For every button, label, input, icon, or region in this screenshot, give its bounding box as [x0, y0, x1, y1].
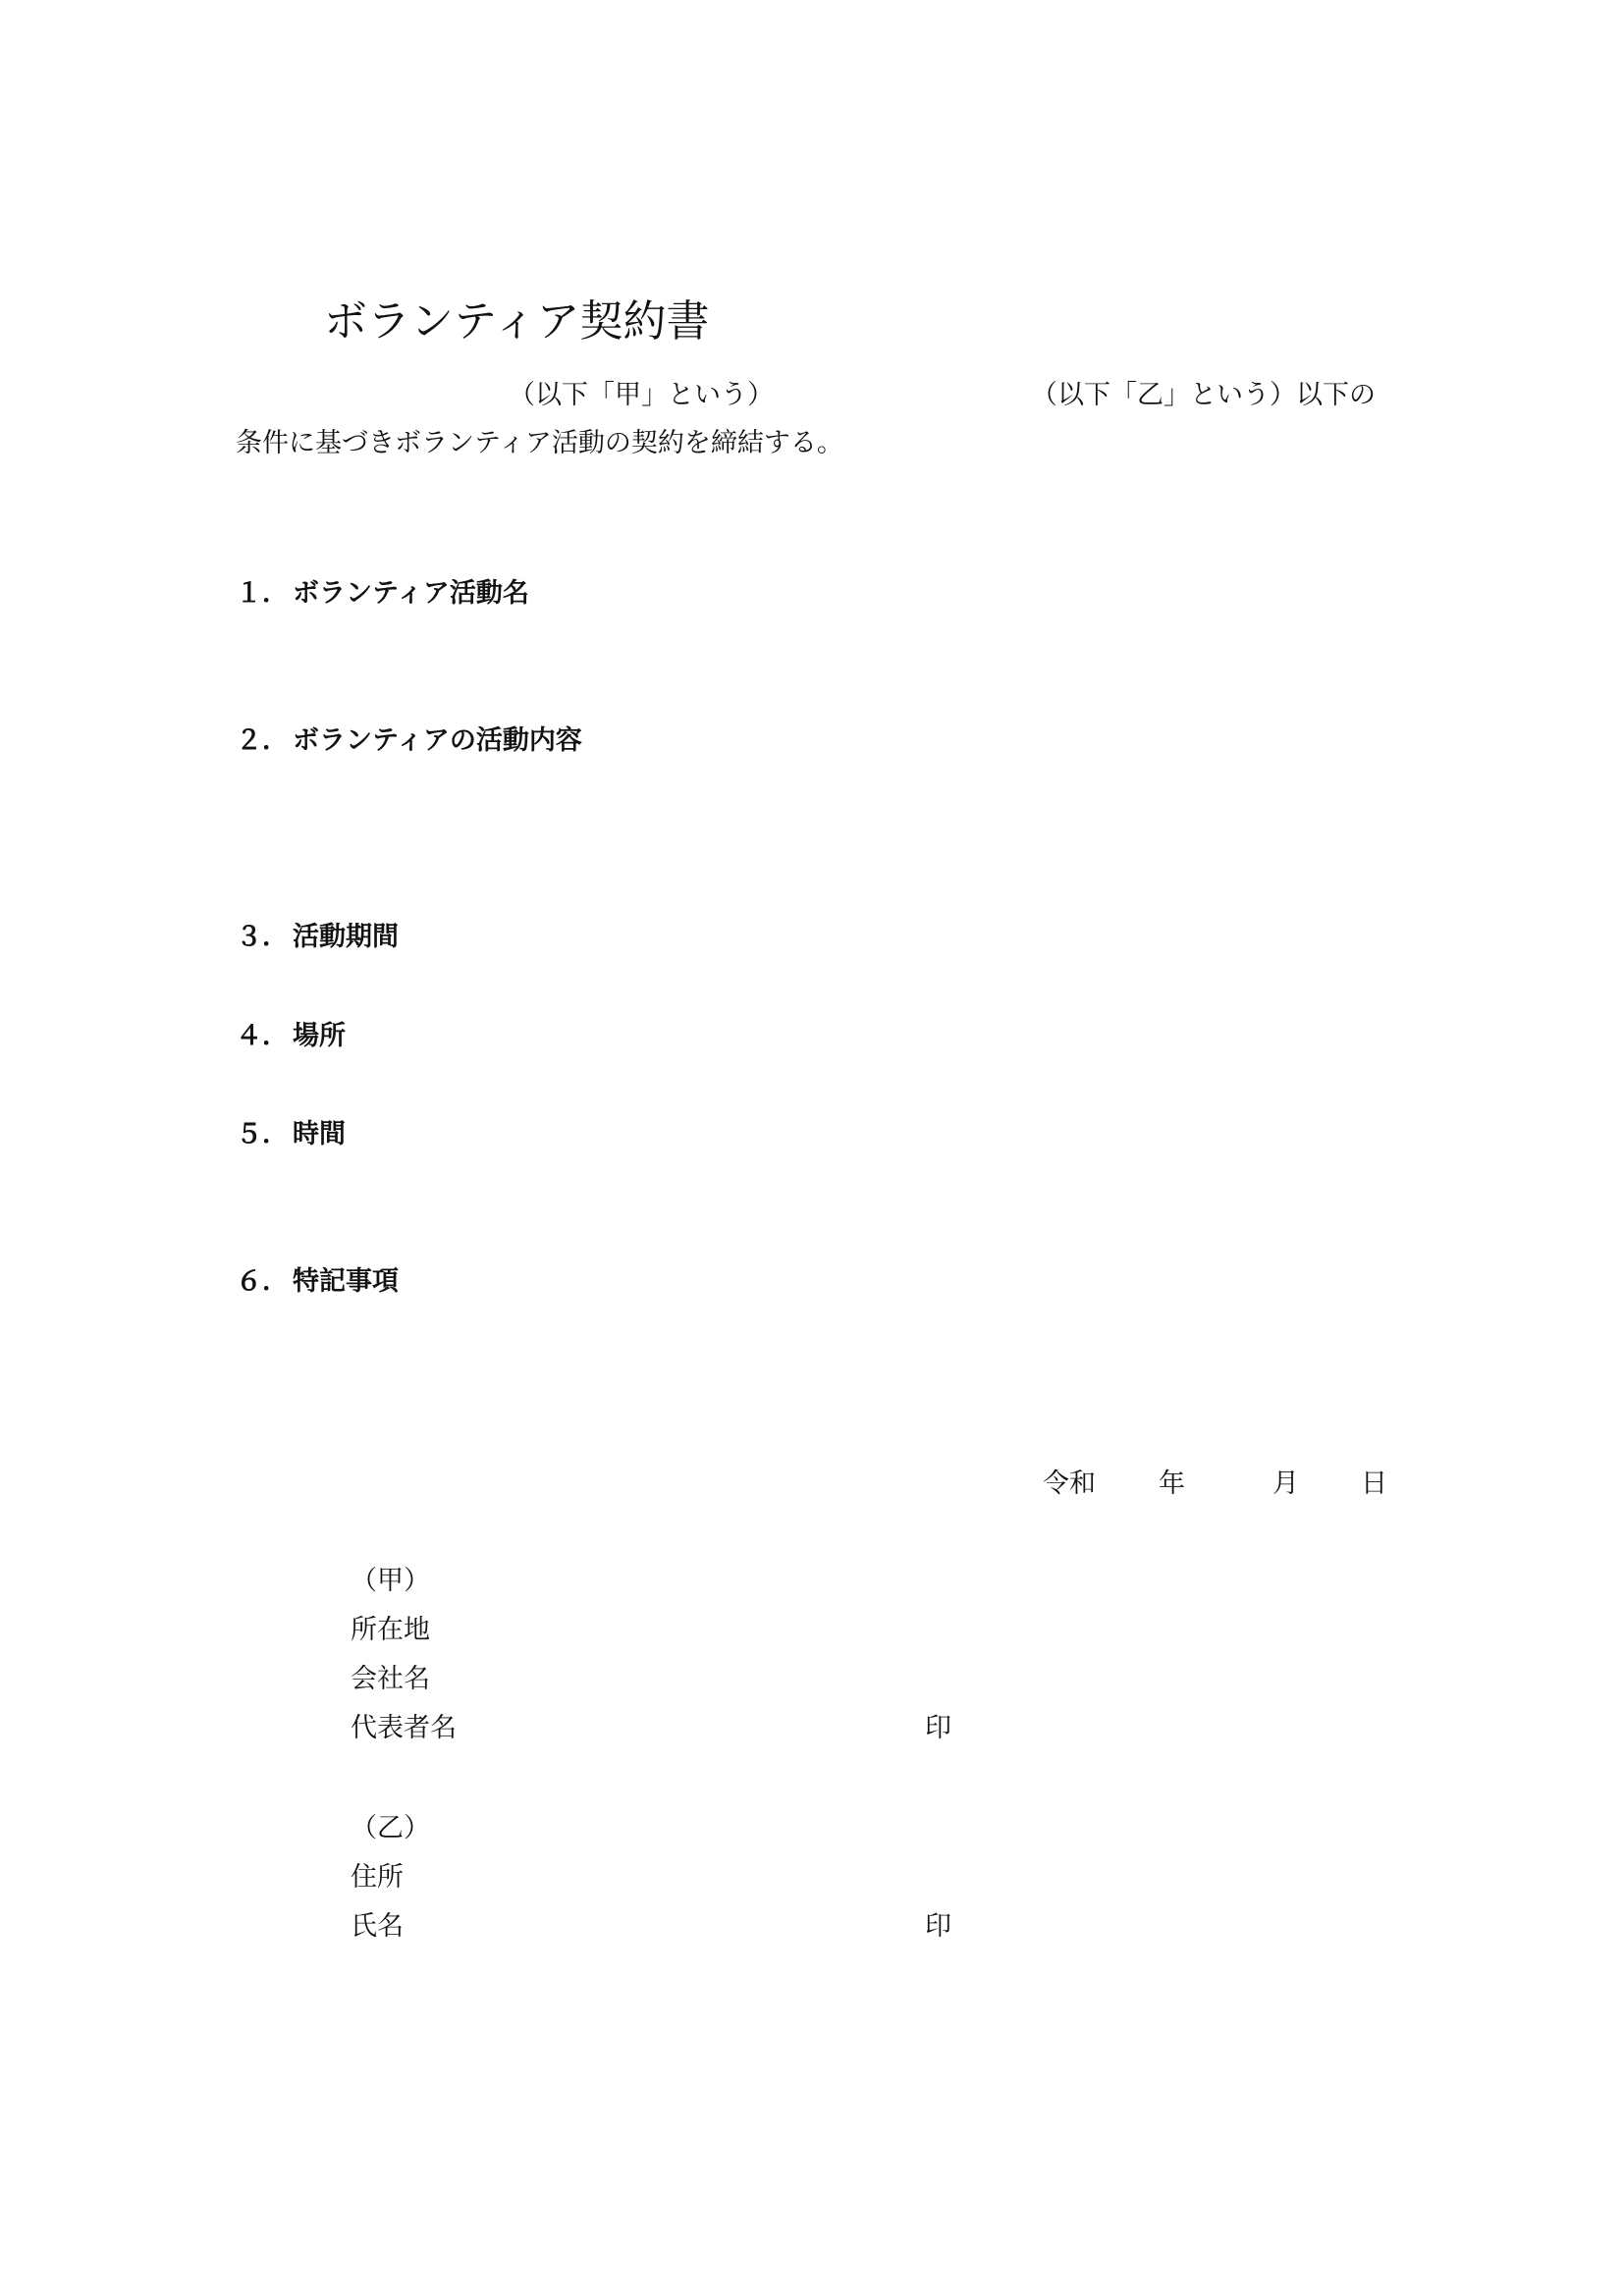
section-number: ２． — [236, 725, 289, 756]
section-number: ４． — [236, 1021, 289, 1051]
intro-line-2: 条件に基づきボランティア活動の契約を締結する。 — [236, 428, 843, 458]
section-location — [236, 1017, 346, 1056]
section-label: ボランティアの活動内容 — [293, 725, 582, 756]
section-label: ボランティア活動名 — [293, 578, 529, 609]
document-title: ボランティア契約書 — [324, 296, 710, 347]
party-b-name-label: 氏名 — [351, 1911, 404, 1942]
intro-party-a-note: （以下「甲」という） — [509, 380, 774, 410]
date-day: 日 — [1361, 1468, 1387, 1499]
section-label: 活動期間 — [293, 922, 399, 952]
party-b-address-label: 住所 — [351, 1862, 404, 1893]
party-a-address-label: 所在地 — [351, 1615, 430, 1645]
date-month: 月 — [1272, 1468, 1299, 1499]
party-a-representative-label: 代表者名 — [351, 1713, 457, 1743]
intro-party-b-note: （以下「乙」という）以下の — [1031, 380, 1376, 410]
party-a-label: （甲） — [351, 1566, 430, 1596]
section-label: 特記事項 — [293, 1266, 399, 1297]
section-special-notes — [236, 1262, 399, 1302]
date-year: 年 — [1159, 1468, 1185, 1499]
section-activity-name — [236, 574, 529, 614]
section-number: １． — [236, 578, 289, 609]
section-activity-content — [236, 721, 582, 761]
section-activity-period — [236, 918, 399, 957]
party-b-label: （乙） — [351, 1813, 430, 1843]
section-time — [236, 1115, 346, 1154]
section-label: 時間 — [293, 1119, 346, 1149]
section-number: ６． — [236, 1266, 289, 1297]
section-number: ５． — [236, 1119, 289, 1149]
party-a-seal-mark: 印 — [925, 1713, 951, 1743]
date-era: 令和 — [1043, 1468, 1096, 1499]
party-a-company-label: 会社名 — [351, 1664, 430, 1694]
party-b-seal-mark: 印 — [925, 1911, 951, 1942]
section-label: 場所 — [293, 1021, 346, 1051]
section-number: ３． — [236, 922, 289, 952]
